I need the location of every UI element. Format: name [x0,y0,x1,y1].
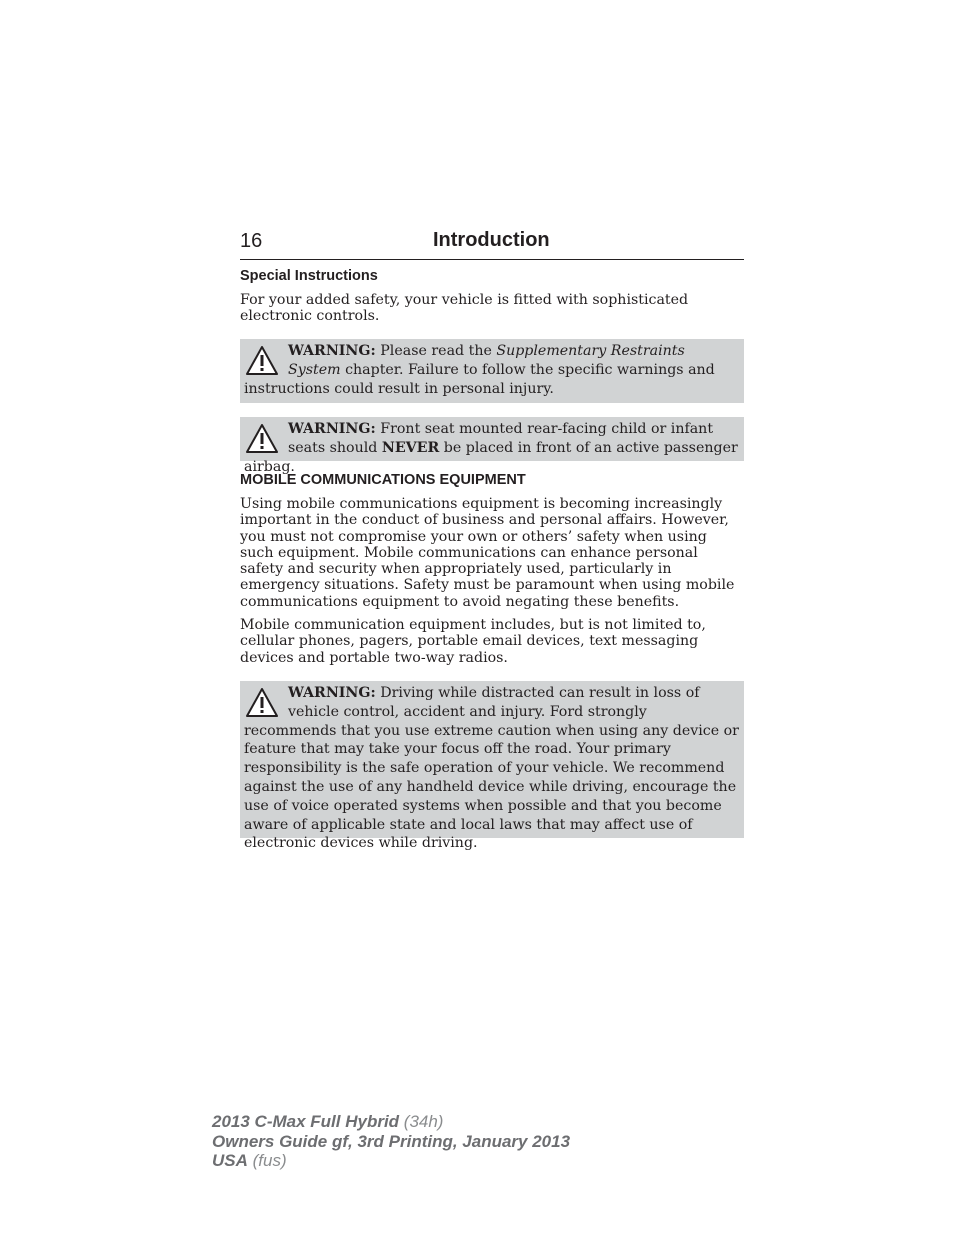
footer-line-3 [212,1151,570,1171]
warning-triangle-icon [245,344,279,378]
document-footer [212,1112,570,1171]
mobile-communications-heading: MOBILE COMMUNICATIONS EQUIPMENT [240,472,526,488]
footer-line-2 [212,1132,570,1152]
page-number: 16 [240,230,263,252]
page-header [240,228,744,260]
warning-emphasis-text: NEVER [381,439,440,456]
warning-text: Please read the [375,343,497,359]
footer-market-code: (fus) [247,1151,287,1170]
chapter-title: Introduction [433,229,550,251]
warning-box-restraints [240,339,744,403]
warning-text: chapter. Failure to follow the specific warnings and instructions could result in personal injury. [244,361,715,397]
warning-italic-text: Supplementary Restraints System [288,343,685,378]
warning-text: be placed in front of an active passenger airbag. [244,439,738,475]
warning-box-child-seat [240,417,744,475]
footer-model-code: (34h) [399,1112,444,1131]
footer-line-1 [212,1112,570,1132]
warning-triangle-icon [245,686,279,720]
footer-model: 2013 C-Max Full Hybrid [212,1112,400,1131]
warning-box-distracted-driving [240,681,744,852]
warning-text: Driving while distracted can result in loss of vehicle control, accident and injury. Ford strongly recommends that you use extreme caution when using any device or feature that may take your focus off the road. Your primary responsibility is the safe operation of your vehicle. We recommend against the use of any handheld device while driving, encourage the use of voice operated systems when possible and that you become aware of applicable state and local laws that may affect use of electronic devices while driving. [244,685,739,852]
mobile-paragraph-2: Mobile communication equipment includes, but is not limited to, cellular phones, pagers, portable email devices, text messaging devices and portable two-way radios. [240,617,706,666]
warning-label: WARNING: [288,343,376,359]
footer-market: USA [212,1151,248,1170]
warning-label: WARNING: [288,421,376,437]
warning-label: WARNING: [288,685,376,701]
mobile-paragraph-1: Using mobile communications equipment is becoming increasingly important in the conduct of business and personal affairs. However, you must not compromise your own or others’ safety when using such equipment. Mobile communications can enhance personal safety and security when appropriately used, particularly in emergency situations. Safety must be paramount when using mobile communications equipment to avoid negating these benefits. [240,496,735,610]
warning-text: Front seat mounted rear-facing child or infant seats should [288,421,714,456]
warning-triangle-icon [245,422,279,456]
special-instructions-paragraph: For your added safety, your vehicle is fitted with sophisticated electronic controls. [240,292,689,325]
special-instructions-heading: Special Instructions [240,268,378,284]
footer-guide-edition: Owners Guide gf, 3rd Printing, January 2013 [212,1131,571,1151]
